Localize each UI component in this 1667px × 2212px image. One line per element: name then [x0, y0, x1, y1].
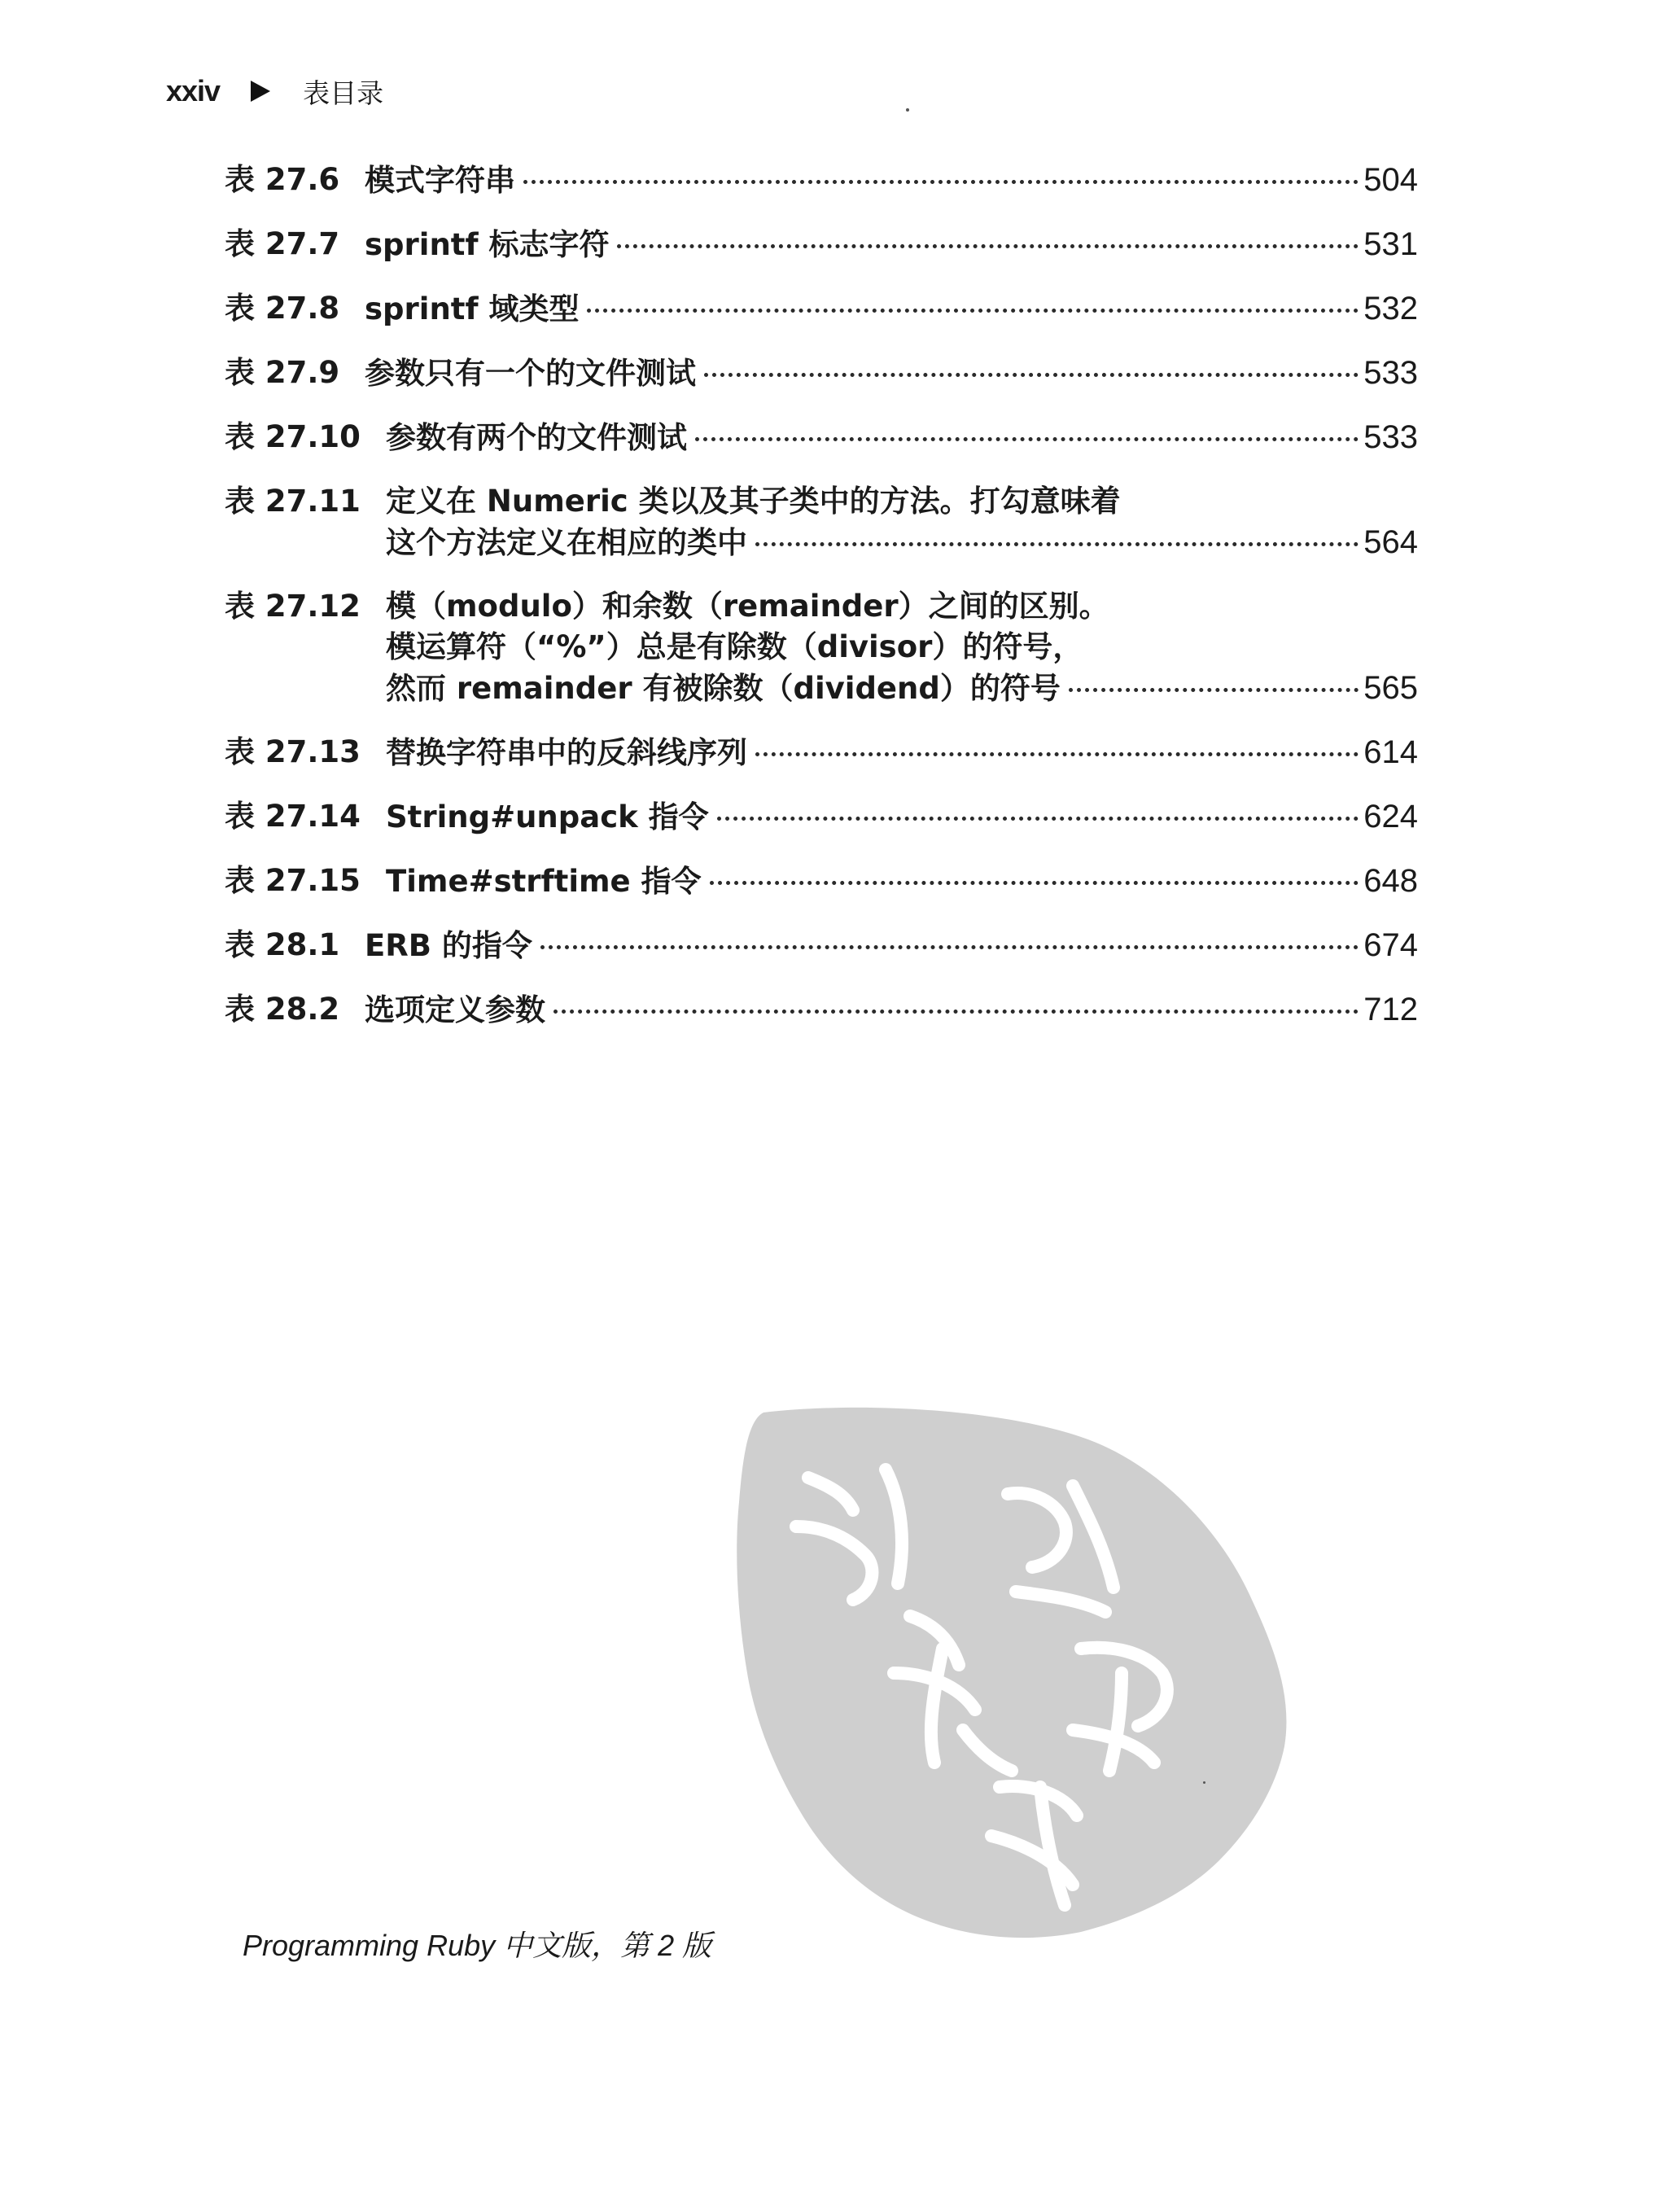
toc-entry-body	[386, 481, 1418, 563]
table-title-line: 模运算符（“%”）总是有除数（divisor）的符号，	[386, 629, 1083, 664]
table-number: 表 27.6	[225, 162, 340, 197]
table-number: 表 27.11	[225, 484, 361, 519]
page-ref[interactable]: 504	[1363, 162, 1418, 198]
page-ref[interactable]: 533	[1363, 355, 1418, 391]
table-title: 替换字符串中的反斜线序列	[386, 735, 747, 770]
toc-final-line	[365, 353, 1418, 394]
table-title: Time#strftime 指令	[386, 864, 702, 899]
toc-entry	[225, 586, 1418, 709]
toc-entry-body	[365, 224, 1418, 265]
toc-final-line	[386, 796, 1418, 838]
toc-entry	[225, 861, 1418, 902]
toc-final-line	[386, 668, 1418, 709]
dot-leader	[717, 817, 1359, 821]
toc-entry-body	[386, 861, 1418, 902]
toc-final-line	[365, 160, 1418, 201]
table-number: 表 27.12	[225, 589, 361, 624]
section-title: 表目录	[303, 77, 384, 109]
table-title: 模式字符串	[365, 163, 515, 198]
page-ref[interactable]: 533	[1363, 419, 1418, 455]
page-ref[interactable]: 624	[1363, 799, 1418, 834]
dot-leader	[587, 309, 1359, 313]
toc-final-line	[386, 861, 1418, 902]
page-ref[interactable]: 532	[1363, 291, 1418, 326]
dot-leader	[755, 542, 1359, 546]
page-ref[interactable]: 531	[1363, 226, 1418, 262]
table-list	[225, 160, 1418, 1053]
table-number: 表 27.8	[225, 291, 340, 326]
table-title-line: 定义在 Numeric 类以及其子类中的方法。打勾意味着	[386, 484, 1121, 519]
dot-leader	[710, 881, 1359, 885]
dot-leader	[553, 1010, 1359, 1014]
dot-leader	[695, 437, 1359, 441]
table-title: ERB 的指令	[365, 928, 532, 963]
table-number: 表 28.2	[225, 992, 340, 1027]
toc-entry	[225, 417, 1418, 458]
page-ref[interactable]: 564	[1363, 524, 1418, 560]
toc-entry	[225, 796, 1418, 838]
page-ref[interactable]: 712	[1363, 992, 1418, 1027]
table-number: 表 27.13	[225, 734, 361, 769]
toc-final-line	[365, 224, 1418, 265]
dot-leader	[755, 752, 1359, 756]
toc-entry-body	[386, 732, 1418, 773]
scan-speck	[906, 108, 909, 112]
toc-entry	[225, 160, 1418, 201]
toc-entry	[225, 925, 1418, 966]
toc-final-line	[386, 522, 1418, 563]
toc-entry	[225, 288, 1418, 330]
toc-entry	[225, 989, 1418, 1031]
book-footer: Programming Ruby 中文版，第 2 版	[243, 1929, 712, 1962]
table-title: String#unpack 指令	[386, 799, 709, 834]
toc-final-line	[365, 925, 1418, 966]
toc-final-line	[365, 989, 1418, 1031]
toc-entry-body	[365, 925, 1418, 966]
triangle-arrow-icon	[251, 81, 270, 102]
dot-leader	[617, 244, 1359, 248]
toc-entry-body	[365, 989, 1418, 1031]
dot-leader	[1069, 688, 1359, 692]
toc-entry-body	[386, 796, 1418, 838]
toc-entry	[225, 353, 1418, 394]
table-title: sprintf 域类型	[365, 291, 580, 326]
table-number: 表 27.10	[225, 419, 361, 454]
table-number: 表 27.15	[225, 863, 361, 898]
toc-entry-body	[365, 288, 1418, 330]
dot-leader	[704, 373, 1359, 377]
scan-speck	[1203, 1781, 1205, 1784]
running-header	[166, 72, 383, 111]
toc-entry-body	[365, 160, 1418, 201]
table-number: 表 28.1	[225, 927, 340, 962]
table-title: 参数只有一个的文件测试	[365, 356, 696, 391]
toc-entry	[225, 732, 1418, 773]
toc-entry-body	[386, 586, 1418, 709]
table-number: 表 27.9	[225, 355, 340, 390]
seal-watermark	[731, 1404, 1293, 1942]
toc-final-line	[386, 732, 1418, 773]
table-title-line: 模（modulo）和余数（remainder）之间的区别。	[386, 589, 1109, 624]
table-number: 表 27.7	[225, 226, 340, 261]
table-title: 然而 remainder 有被除数（dividend）的符号	[386, 671, 1061, 706]
toc-entry	[225, 481, 1418, 563]
table-title: 这个方法定义在相应的类中	[386, 525, 747, 560]
table-title: sprintf 标志字符	[365, 227, 610, 262]
table-number: 表 27.14	[225, 799, 361, 834]
page-ref[interactable]: 614	[1363, 734, 1418, 770]
dot-leader	[540, 945, 1359, 949]
table-title: 参数有两个的文件测试	[386, 420, 687, 455]
toc-final-line	[365, 288, 1418, 330]
page-ref[interactable]: 674	[1363, 927, 1418, 963]
toc-final-line	[386, 417, 1418, 458]
toc-entry	[225, 224, 1418, 265]
page-number: xxiv	[166, 74, 221, 107]
page-ref[interactable]: 648	[1363, 863, 1418, 899]
page-ref[interactable]: 565	[1363, 670, 1418, 706]
toc-entry-body	[386, 417, 1418, 458]
table-title: 选项定义参数	[365, 992, 545, 1027]
toc-entry-body	[365, 353, 1418, 394]
dot-leader	[523, 180, 1359, 184]
